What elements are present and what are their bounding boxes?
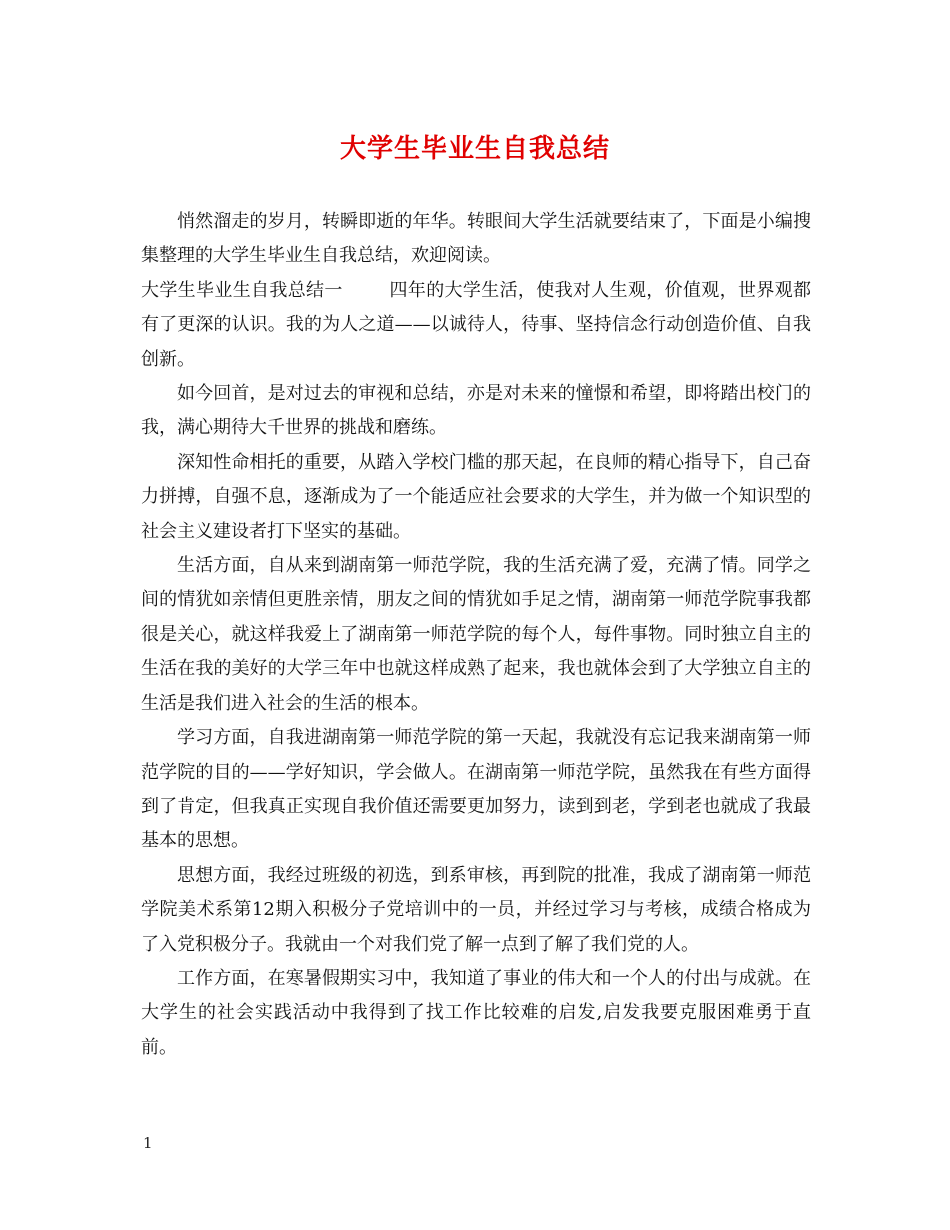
body-paragraph: 工作方面，在寒暑假期实习中，我知道了事业的伟大和一个人的付出与成就。在大学生的社会实践活动中我得到了找工作比较难的启发,启发我要克服困难勇于直前。 xyxy=(141,967,811,1058)
body-paragraph: 思想方面，我经过班级的初选，到系审核，再到院的批准，我成了湖南第一师范学院美术系第12期入积极分子党培训中的一员，并经过学习与考核，成绩合格成为了入党积极分子。我就由一个对我们党了解一点到了解了我们党的人。 xyxy=(141,864,811,955)
intro-paragraph: 悄然溜走的岁月，转瞬即逝的年华。转眼间大学生活就要结束了，下面是小编搜集整理的大学生毕业生自我总结，欢迎阅读。 xyxy=(141,211,811,267)
body-paragraph: 如今回首，是对过去的审视和总结，亦是对未来的憧憬和希望，即将踏出校门的我，满心期待大千世界的挑战和磨练。 xyxy=(141,383,811,439)
body-paragraph: 生活方面，自从来到湖南第一师范学院，我的生活充满了爱，充满了情。同学之间的情犹如亲情但更胜亲情，朋友之间的情犹如手足之情，湖南第一师范学院事我都很是关心，就这样我爱上了湖南第一师范学院的每个人，每件事物。同时独立自主的生活在我的美好的大学三年中也就这样成熟了起来，我也就体会到了大学独立自主的生活是我们进入社会的生活的根本。 xyxy=(141,555,811,714)
document-title: 大学生毕业生自我总结 xyxy=(339,134,610,164)
paragraph-text: 四年的大学生活，使我对人生观，价值观，世界观都有了更深的认识。我的为人之道——以诚待人，待事、坚持信念行动创造价值、自我创新。 xyxy=(141,279,811,370)
section-heading: 大学生毕业生自我总结一 xyxy=(141,279,343,301)
document-body xyxy=(141,205,811,1065)
page-number: 1 xyxy=(143,1134,153,1152)
section-paragraph xyxy=(141,274,811,377)
body-paragraph: 学习方面，自我进湖南第一师范学院的第一天起，我就没有忘记我来湖南第一师范学院的目的——学好知识，学会做人。在湖南第一师范学院，虽然我在有些方面得到了肯定，但我真正实现自我价值还需要更加努力，读到到老，学到老也就成了我最基本的思想。 xyxy=(141,727,811,852)
body-paragraph: 深知性命相托的重要，从踏入学校门槛的那天起，在良师的精心指导下，自己奋力拼搏，自强不息，逐渐成为了一个能适应社会要求的大学生，并为做一个知识型的社会主义建设者打下坚实的基础。 xyxy=(141,451,811,542)
